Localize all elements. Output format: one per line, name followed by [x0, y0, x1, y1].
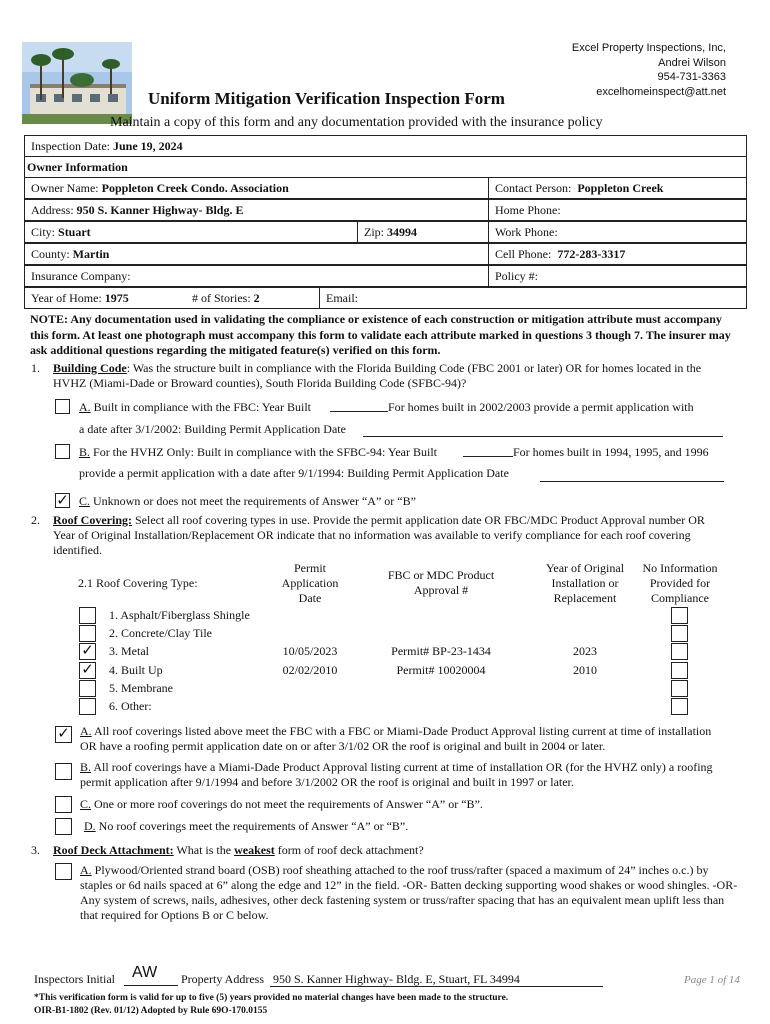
roof-type-checkbox[interactable]: [79, 698, 96, 715]
q2-text: Roof Covering: Select all roof covering types in use. Provide the permit application date OR FBC/MDC Product Approval number OR Year of Original Installation/Replacement OR indicate that no information was available to verify compliance for each roof covering identified.: [53, 513, 705, 557]
roof-no-info-checkbox[interactable]: [671, 698, 688, 715]
company-phone: 954-731-3363: [657, 71, 726, 83]
q1-number: 1.: [31, 361, 40, 375]
owner-name-cell: Owner Name: Poppleton Creek Condo. Association: [24, 177, 489, 199]
q1-b-date-field[interactable]: [540, 481, 724, 482]
page-number: Page 1 of 14: [684, 974, 740, 986]
q3-a-text: A. Plywood/Oriented strand board (OSB) roof sheathing attached to the roof truss/rafter (spaced a maximum of 24” inches o.c.) by staples or 6d nails spaced at 6” along the edge and 12” in the field. -OR- Batten decking supporting wood shakes or wood shingles. -OR- Any system of screws, nails, adhesives, other deck fastening system or truss/rafter spacing that has an equivalent mean uplift less than that required for Options B or C below.: [80, 863, 738, 922]
form-title: Uniform Mitigation Verification Inspection Form: [148, 89, 505, 108]
zip: 34994: [387, 225, 417, 239]
q1-b-text: B. For the HVHZ Only: Built in compliance with the SFBC-94: Year Built: [79, 445, 438, 459]
roof-install-year[interactable]: 2010: [573, 663, 597, 677]
work-phone-cell: Work Phone:: [488, 221, 747, 243]
roof-fbc-approval[interactable]: Permit# BP-23-1434: [391, 644, 491, 658]
property-address[interactable]: 950 S. Kanner Highway- Bldg. E, Stuart, FL 34994: [273, 972, 520, 986]
q1-a-text: A. Built in compliance with the FBC: Year Built: [79, 400, 312, 414]
company-email: excelhomeinspect@att.net: [596, 85, 726, 98]
roof-no-info-checkbox[interactable]: [671, 662, 688, 679]
owner-section-label: Owner Information: [24, 156, 747, 178]
q2-col-type: 2.1 Roof Covering Type:: [78, 576, 198, 590]
insurance-cell: Insurance Company:: [24, 265, 489, 287]
inspector-name: Andrei Wilson: [658, 56, 726, 69]
roof-type-label: 3. Metal: [109, 644, 149, 658]
roof-type-checkbox[interactable]: [79, 643, 96, 660]
home-phone-cell: Home Phone:: [488, 199, 747, 221]
q3-text: Roof Deck Attachment: What is the weakest form of roof deck attachment?: [53, 843, 424, 857]
q3-a-checkbox[interactable]: [55, 863, 72, 880]
roof-type-checkbox[interactable]: [79, 625, 96, 642]
roof-no-info-checkbox[interactable]: [671, 680, 688, 697]
initial-field-line: [124, 985, 178, 986]
q1-a-text3: a date after 3/1/2002: Building Permit Application Date: [79, 422, 346, 436]
q2-b-text: B. All roof coverings have a Miami-Dade Product Approval listing current at time of installation OR (for the HVHZ only) a roofing permit application after 9/1/1994 and before 3/1/2002 OR the roof is original and built in 1997 or later.: [80, 760, 713, 789]
roof-no-info-checkbox[interactable]: [671, 643, 688, 660]
q1-c-text: C. Unknown or does not meet the requirements of Answer “A” or “B”: [79, 494, 416, 508]
q2-col-fbc: FBC or MDC Product Approval #: [387, 568, 495, 597]
roof-type-label: 1. Asphalt/Fiberglass Shingle: [109, 608, 250, 622]
q2-number: 2.: [31, 513, 40, 527]
note: NOTE: Any documentation used in validating the compliance or existence of each construction or mitigation attribute must accompany this form. At least one photograph must accompany this form to validate each attribute marked in questions 3 though 7. The insurer may ask additional questions regarding the mitigated feature(s) verified on this form.: [30, 312, 731, 357]
roof-fbc-approval[interactable]: Permit# 10020004: [396, 663, 486, 677]
roof-type-checkbox[interactable]: [79, 607, 96, 624]
roof-no-info-checkbox[interactable]: [671, 607, 688, 624]
q1-text: Building Code: Was the structure built in compliance with the Florida Building Code (FBC 2001 or later) OR for homes located in the HVHZ (Miami-Dade or Broward counties), South Florida Building Code (SFBC-94)?: [53, 361, 702, 390]
check-mark-icon: ✓: [81, 641, 94, 659]
q1-a-date-field[interactable]: [363, 436, 723, 437]
roof-type-checkbox[interactable]: [79, 680, 96, 697]
form-code: OIR-B1-1802 (Rev. 01/12) Adopted by Rule 69O-170.0155: [34, 1006, 268, 1016]
inspectors-initial[interactable]: AW: [132, 964, 158, 981]
roof-type-checkbox[interactable]: [79, 662, 96, 679]
cell-phone-cell: Cell Phone: 772-283-3317: [488, 243, 747, 265]
year-cell: Year of Home: 1975 # of Stories: 2: [24, 287, 320, 309]
check-mark-icon: ✓: [81, 660, 94, 678]
check-mark-icon: ✓: [57, 724, 70, 742]
inspection-date-row: Inspection Date: June 19, 2024: [24, 135, 747, 157]
email-cell: Email:: [319, 287, 747, 309]
form-subtitle: Maintain a copy of this form and any documentation provided with the insurance policy: [110, 115, 603, 130]
roof-no-info-checkbox[interactable]: [671, 625, 688, 642]
q2-col-year: Year of Original Installation or Replacement: [545, 561, 625, 605]
validity-note: *This verification form is valid for up to five (5) years provided no material changes have been made to the structure.: [34, 993, 509, 1003]
q3-number: 3.: [31, 843, 40, 857]
q2-c-checkbox[interactable]: [55, 796, 72, 813]
property-field-line: [270, 986, 603, 987]
address: 950 S. Kanner Highway- Bldg. E: [76, 203, 244, 217]
roof-type-label: 4. Built Up: [109, 663, 163, 677]
q1-a-text2: For homes built in 2002/2003 provide a permit application with: [388, 400, 694, 414]
q2-c-text: C. One or more roof coverings do not meet the requirements of Answer “A” or “B”.: [80, 797, 483, 811]
cell-phone: 772-283-3317: [557, 247, 626, 261]
check-mark-icon: ✓: [56, 491, 69, 509]
roof-install-year[interactable]: 2023: [573, 644, 597, 658]
q2-d-checkbox[interactable]: [55, 818, 72, 835]
inspectors-initial-label: Inspectors Initial: [34, 972, 115, 986]
year-of-home: 1975: [104, 291, 129, 305]
q2-a-checkbox[interactable]: [55, 726, 72, 743]
q2-d-text: D. No roof coverings meet the requirements of Answer “A” or “B”.: [84, 819, 409, 833]
q2-b-checkbox[interactable]: [55, 763, 72, 780]
q1-c-checkbox[interactable]: [55, 493, 70, 508]
q1-b-text3: provide a permit application with a date after 9/1/1994: Building Permit Application Date: [79, 466, 509, 480]
roof-permit-date[interactable]: 02/02/2010: [282, 663, 338, 677]
city-cell: City: Stuart: [24, 221, 358, 243]
address-cell: Address: 950 S. Kanner Highway- Bldg. E: [24, 199, 489, 221]
contact-person: Poppleton Creek: [577, 181, 664, 195]
roof-permit-date[interactable]: 10/05/2023: [282, 644, 338, 658]
company-name: Excel Property Inspections, Inc,: [571, 42, 726, 54]
policy-cell: Policy #:: [488, 265, 747, 287]
q2-col-permit: Permit Application Date: [281, 561, 339, 605]
county: Martin: [72, 247, 110, 261]
q1-a-year-field[interactable]: [330, 411, 388, 412]
property-address-label: Property Address: [181, 972, 264, 986]
roof-type-label: 2. Concrete/Clay Tile: [109, 626, 212, 640]
house-photo: [22, 42, 132, 124]
contact-cell: Contact Person: Poppleton Creek: [488, 177, 747, 199]
company-info: [572, 41, 726, 99]
owner-name: Poppleton Creek Condo. Association: [101, 181, 289, 195]
q1-a-checkbox[interactable]: [55, 399, 70, 414]
zip-cell: Zip: 34994: [357, 221, 489, 243]
county-cell: County: Martin: [24, 243, 489, 265]
city: Stuart: [58, 225, 91, 239]
q1-b-text2: For homes built in 1994, 1995, and 1996: [513, 445, 709, 459]
q2-col-noinfo: No Information Provided for Compliance: [642, 561, 718, 605]
q1-b-checkbox[interactable]: [55, 444, 70, 459]
roof-type-label: 6. Other:: [109, 699, 152, 713]
q1-b-year-field[interactable]: [463, 456, 513, 457]
roof-type-label: 5. Membrane: [109, 681, 173, 695]
q2-a-text: A. All roof coverings listed above meet the FBC with a FBC or Miami-Dade Product Approval listing current at time of installation OR have a roofing permit application date on or after 3/1/02 OR the roof is original and built in 2004 or later.: [80, 724, 712, 753]
inspection-date: June 19, 2024: [112, 139, 183, 153]
stories: 2: [253, 291, 260, 305]
